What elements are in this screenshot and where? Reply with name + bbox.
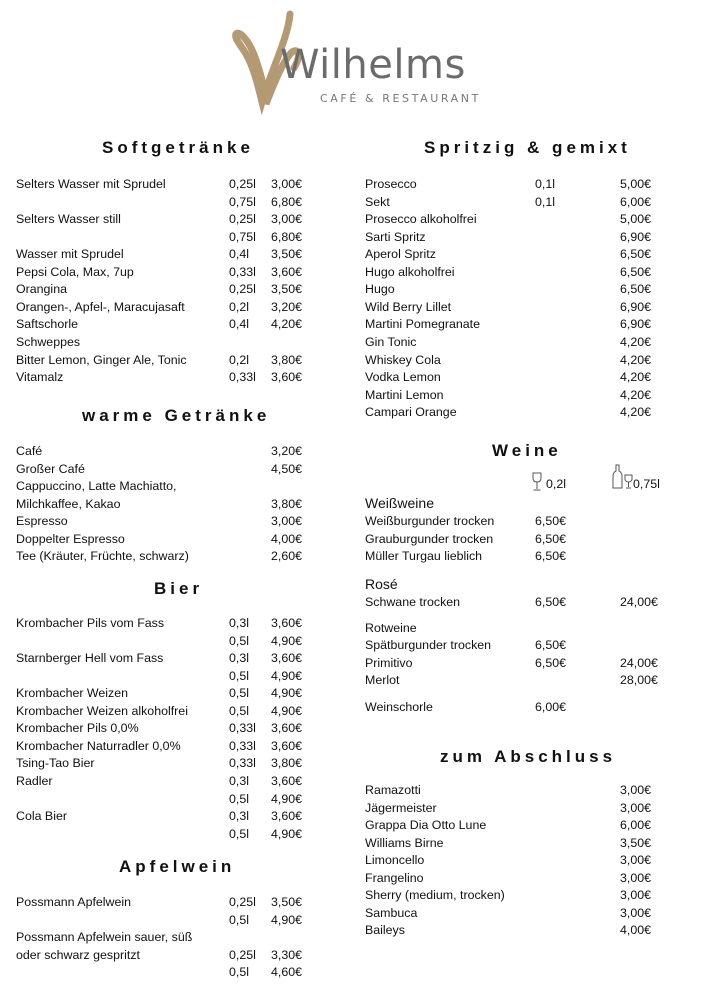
item-size: 0,5l [229, 703, 249, 718]
item-name: Cola Bier [16, 809, 67, 824]
item-price: 4,60€ [271, 965, 303, 980]
item-name: Grappa Dia Otto Lune [365, 818, 487, 833]
item-price: 3,00€ [271, 514, 303, 529]
item-price: 4,20€ [620, 352, 652, 367]
item-size: 0,25l [229, 895, 256, 909]
item-price: 3,60€ [271, 809, 303, 824]
menu-row-spritzig [0, 229, 702, 246]
item-price: 4,20€ [620, 370, 652, 385]
item-price: 4,50€ [271, 461, 303, 476]
item-price: 3,60€ [271, 651, 303, 666]
item-size: 0,5l [229, 686, 249, 701]
item-name: Milchkaffee, Kakao [16, 496, 121, 511]
menu-row-weiss [0, 513, 702, 530]
item-price: 3,00€ [620, 783, 652, 797]
menu-row-warm [0, 461, 702, 478]
menu-row-rot [0, 637, 702, 654]
item-price: 3,50€ [271, 282, 303, 297]
menu-row-warm [0, 496, 702, 513]
item-size: 0,5l [229, 633, 249, 648]
item-name: Aperol Spritz [365, 247, 436, 262]
menu-row-spritzig [0, 334, 702, 351]
menu-row-abschluss [0, 852, 702, 869]
item-price: 6,50€ [620, 264, 652, 279]
menu-row-spritzig [0, 316, 702, 333]
item-price: 3,80€ [271, 496, 303, 511]
item-name: Tee (Kräuter, Früchte, schwarz) [16, 549, 189, 564]
item-name: Schwane trocken [365, 595, 461, 609]
item-size: 0,2l [229, 299, 249, 314]
item-name: Starnberger Hell vom Fass [16, 651, 164, 666]
wine-bottle-size: 0,75l [633, 477, 660, 491]
item-price: 3,80€ [271, 756, 303, 771]
item-price: 3,20€ [271, 299, 303, 314]
item-name: Sarti Spritz [365, 229, 426, 244]
item-price: 3,00€ [620, 905, 652, 920]
item-name: Sherry (medium, trocken) [365, 888, 505, 903]
subheading-rotweine: Rotweine [365, 621, 417, 635]
item-price: 4,90€ [271, 703, 303, 718]
item-size: 0,3l [229, 616, 249, 630]
item-size: 0,5l [229, 826, 249, 841]
item-name: Martini Lemon [365, 387, 444, 402]
menu-row-bier [0, 720, 702, 737]
item-size: 0,2l [229, 352, 249, 367]
item-name: Café [16, 444, 43, 458]
item-name: Possmann Apfelwein sauer, süß [16, 930, 193, 945]
heading-bier: Bier [154, 579, 204, 598]
item-size: 0,5l [229, 912, 249, 927]
item-size: 0,1l [535, 177, 555, 191]
item-name: Orangina [16, 282, 67, 297]
item-price: 3,00€ [620, 853, 652, 868]
item-name: Hugo [365, 282, 395, 297]
item-price: 6,00€ [620, 818, 652, 833]
menu-row-abschluss [0, 835, 702, 852]
menu-row-spritzig [0, 194, 702, 211]
menu-row-warm [0, 443, 702, 460]
item-name: Ramazotti [365, 783, 421, 797]
menu-row-abschluss [0, 817, 702, 834]
item-price: 4,90€ [271, 791, 303, 806]
item-name: Jägermeister [365, 800, 437, 815]
item-price: 3,60€ [271, 738, 303, 753]
menu-row-spritzig [0, 404, 702, 421]
menu-row-spritzig [0, 264, 702, 281]
item-name: oder schwarz gespritzt [16, 947, 140, 962]
menu-row-rot [0, 672, 702, 689]
item-price: 6,50€ [620, 247, 652, 262]
item-price: 3,50€ [620, 835, 652, 850]
item-size: 0,25l [229, 177, 256, 191]
item-price: 3,00€ [620, 888, 652, 903]
menu-row-rose [0, 594, 702, 611]
item-size: 0,5l [229, 791, 249, 806]
item-name: Wasser mit Sprudel [16, 247, 124, 262]
item-size: 6,50€ [535, 549, 567, 564]
item-price: 4,00€ [271, 531, 303, 546]
menu-row-bier [0, 755, 702, 772]
item-name: Schweppes [16, 334, 81, 349]
item-name: Sekt [365, 194, 390, 209]
item-price: 3,60€ [271, 264, 303, 279]
heading-warme-getraenke: warme Getränke [82, 406, 271, 425]
item-size: 0,5l [229, 668, 249, 683]
menu-row-bier [0, 615, 702, 632]
item-size: 6,50€ [535, 655, 567, 670]
item-name: Krombacher Naturradler 0,0% [16, 738, 181, 753]
item-size: 0,4l [229, 247, 249, 262]
item-size: 6,50€ [535, 514, 567, 528]
wine-glass-size: 0,2l [546, 477, 566, 491]
menu-row-bier [0, 738, 702, 755]
item-name: Espresso [16, 514, 68, 529]
item-name: Bitter Lemon, Ginger Ale, Tonic [16, 352, 187, 367]
item-name: Frangelino [365, 870, 424, 885]
menu-row-schorle [0, 699, 702, 716]
item-name: Campari Orange [365, 405, 457, 420]
item-price: 4,20€ [620, 334, 652, 349]
menu-row-apfel [0, 947, 702, 964]
item-price: 4,20€ [271, 317, 303, 332]
item-name: Williams Birne [365, 835, 444, 850]
item-price: 4,90€ [271, 686, 303, 701]
item-price: 4,20€ [620, 387, 652, 402]
menu-row-spritzig [0, 176, 702, 193]
item-size: 6,50€ [535, 638, 567, 652]
item-size: 0,33l [229, 264, 256, 279]
menu-row-spritzig [0, 299, 702, 316]
item-size: 0,25l [229, 212, 256, 227]
menu-row-spritzig [0, 211, 702, 228]
subheading-weissweine: Weißweine [365, 495, 434, 511]
item-name: Limoncello [365, 853, 425, 868]
heading-spritzig-gemixt: Spritzig & gemixt [424, 138, 631, 157]
item-price: 3,00€ [620, 800, 652, 815]
item-price: 4,00€ [620, 923, 652, 938]
item-size: 0,75l [229, 194, 256, 209]
item-size: 6,50€ [535, 531, 567, 546]
item-price: 3,00€ [271, 212, 303, 227]
heading-weine: Weine [492, 441, 562, 460]
menu-row-abschluss [0, 782, 702, 799]
item-size: 0,75l [229, 229, 256, 244]
item-name: Gin Tonic [365, 334, 417, 349]
item-name: Vitamalz [16, 370, 64, 385]
item-name: Krombacher Pils vom Fass [16, 616, 165, 630]
item-price: 2,60€ [271, 549, 303, 564]
item-name: Hugo alkoholfrei [365, 264, 455, 279]
item-price: 24,00€ [620, 595, 658, 609]
item-size: 0,33l [229, 756, 256, 771]
item-price: 4,20€ [620, 405, 652, 420]
item-size: 6,50€ [535, 595, 567, 609]
menu-row-abschluss [0, 800, 702, 817]
item-name: Vodka Lemon [365, 370, 441, 385]
item-name: Großer Café [16, 461, 85, 476]
subheading-rose: Rosé [365, 576, 398, 592]
item-size: 0,1l [535, 194, 555, 209]
item-name: Weißburgunder trocken [365, 514, 495, 528]
logo-name: Wilhelms [280, 42, 466, 88]
item-price: 6,50€ [620, 282, 652, 297]
item-name: Krombacher Weizen [16, 686, 129, 701]
item-price: 3,30€ [271, 947, 303, 962]
item-price: 3,00€ [620, 870, 652, 885]
item-name: Krombacher Weizen alkoholfrei [16, 703, 188, 718]
menu-row-weiss [0, 531, 702, 548]
menu-row-spritzig [0, 352, 702, 369]
item-price: 24,00€ [620, 655, 658, 670]
item-price: 6,80€ [271, 194, 303, 209]
item-price: 5,00€ [620, 212, 652, 227]
item-price: 3,80€ [271, 352, 303, 367]
item-size: 0,33l [229, 721, 256, 736]
item-name: Spätburgunder trocken [365, 638, 492, 652]
item-name: Tsing-Tao Bier [16, 756, 95, 771]
item-name: Possmann Apfelwein [16, 895, 132, 909]
item-price: 6,00€ [620, 194, 652, 209]
item-size: 0,25l [229, 947, 256, 962]
item-price: 6,90€ [620, 317, 652, 332]
item-name: Selters Wasser mit Sprudel [16, 177, 166, 191]
menu-row-warm [0, 478, 702, 495]
item-name: Primitivo [365, 655, 413, 670]
item-name: Doppelter Espresso [16, 531, 125, 546]
item-name: Müller Turgau lieblich [365, 549, 483, 564]
logo-subtitle: CAFÉ & RESTAURANT [320, 92, 481, 105]
heading-softgetraenke: Softgetränke [102, 138, 254, 157]
item-name: Orangen-, Apfel-, Maracujasaft [16, 299, 185, 314]
item-name: Weinschorle [365, 700, 433, 714]
item-name: Prosecco [365, 177, 417, 191]
item-name: Martini Pomegranate [365, 317, 481, 332]
menu-row-weiss [0, 548, 702, 565]
item-name: Baileys [365, 923, 405, 938]
item-name: Cappuccino, Latte Machiatto, [16, 479, 177, 494]
item-size: 0,3l [229, 651, 249, 666]
menu-row-spritzig [0, 281, 702, 298]
item-size: 0,3l [229, 773, 249, 788]
item-size: 0,5l [229, 965, 249, 980]
wilhelms-logo [232, 8, 482, 120]
item-price: 5,00€ [620, 177, 652, 191]
item-name: Radler [16, 773, 53, 788]
item-price: 3,60€ [271, 616, 303, 630]
item-price: 4,90€ [271, 912, 303, 927]
item-size: 0,4l [229, 317, 249, 332]
item-price: 3,60€ [271, 721, 303, 736]
menu-row-spritzig [0, 246, 702, 263]
item-name: Saftschorle [16, 317, 78, 332]
item-price: 3,00€ [271, 177, 303, 191]
item-name: Grauburgunder trocken [365, 531, 494, 546]
item-price: 28,00€ [620, 673, 658, 688]
item-name: Merlot [365, 673, 400, 688]
item-price: 6,80€ [271, 229, 303, 244]
item-price: 3,60€ [271, 773, 303, 788]
menu-row-abschluss [0, 922, 702, 939]
menu-row-apfel [0, 964, 702, 981]
item-price: 6,90€ [620, 299, 652, 314]
item-price: 6,90€ [620, 229, 652, 244]
menu-row-abschluss [0, 887, 702, 904]
item-size: 6,00€ [535, 700, 567, 714]
item-size: 0,25l [229, 282, 256, 297]
item-price: 3,50€ [271, 895, 303, 909]
item-price: 3,50€ [271, 247, 303, 262]
item-name: Whiskey Cola [365, 352, 441, 367]
item-name: Selters Wasser still [16, 212, 121, 227]
item-name: Prosecco alkoholfrei [365, 212, 477, 227]
item-size: 0,3l [229, 809, 249, 824]
item-name: Wild Berry Lillet [365, 299, 452, 314]
menu-row-abschluss [0, 870, 702, 887]
item-name: Pepsi Cola, Max, 7up [16, 264, 134, 279]
item-name: Krombacher Pils 0,0% [16, 721, 139, 736]
item-price: 4,90€ [271, 826, 303, 841]
item-name: Sambuca [365, 905, 418, 920]
item-price: 4,90€ [271, 633, 303, 648]
item-price: 4,90€ [271, 668, 303, 683]
menu-row-spritzig [0, 387, 702, 404]
item-size: 0,33l [229, 738, 256, 753]
heading-zum-abschluss: zum Abschluss [440, 747, 617, 766]
item-size: 0,33l [229, 370, 256, 385]
menu-row-abschluss [0, 905, 702, 922]
item-price: 3,20€ [271, 444, 303, 458]
menu-row-spritzig [0, 369, 702, 386]
heading-apfelwein: Apfelwein [119, 857, 236, 876]
item-price: 3,60€ [271, 370, 303, 385]
menu-row-rot [0, 655, 702, 672]
